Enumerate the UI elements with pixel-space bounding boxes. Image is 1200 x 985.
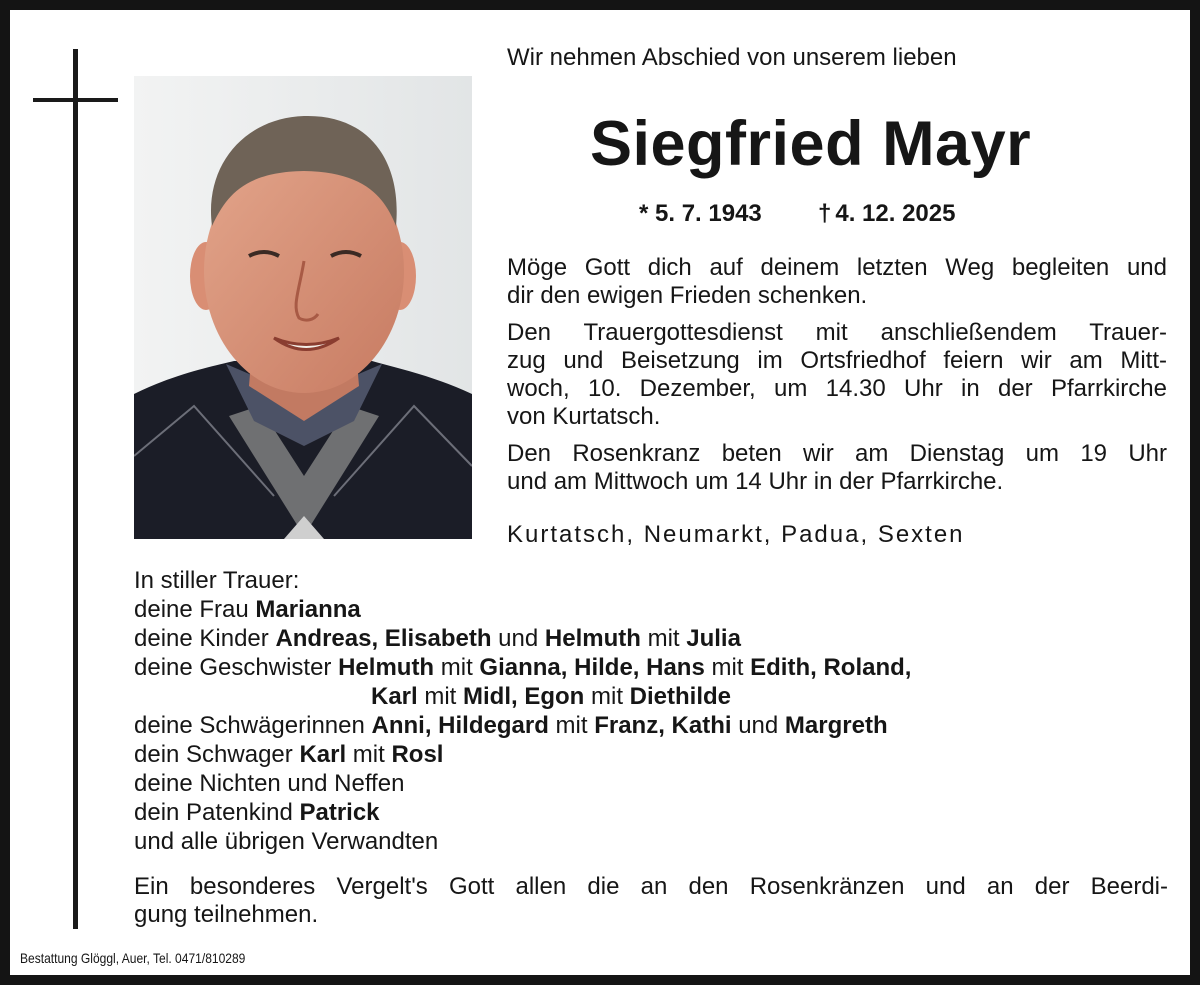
dagger-icon: † <box>818 200 832 227</box>
places-line: Kurtatsch, Neumarkt, Padua, Sexten <box>507 521 965 548</box>
rosary-paragraph: Den Rosenkranz beten wir am Dienstag um 19 Uhr und am Mittwoch um 14 Uhr in der Pfarrkirche. <box>507 440 1167 495</box>
birth-date: * 5. 7. 1943 <box>639 200 762 227</box>
thanks-paragraph: Ein besonderes Vergelt's Gott allen die an den Rosenkränzen und an der Beerdi- gung teilnehmen. <box>134 873 1168 928</box>
mourner-line: dein Schwager Karl mit Rosl <box>134 741 444 768</box>
death-date: 4. 12. 2025 <box>835 200 956 227</box>
portrait-photo <box>134 76 472 539</box>
funeral-service-paragraph: Den Trauergottesdienst mit anschließendem Trauer- zug und Beisetzung im Ortsfriedhof feiern wir am Mitt- woch, 10. Dezember, um 14.30 Uhr in der Pfarrkirche von Kurtatsch. <box>507 319 1167 430</box>
mourner-line: deine Schwägerinnen Anni, Hildegard mit Franz, Kathi und Margreth <box>134 712 888 739</box>
cross-vertical-bar <box>73 49 78 929</box>
mourner-line: deine Nichten und Neffen <box>134 770 405 797</box>
deceased-name: Siegfried Mayr <box>590 109 1032 179</box>
mourners-heading: In stiller Trauer: <box>134 567 300 594</box>
blessing-paragraph: Möge Gott dich auf deinem letzten Weg begleiten und dir den ewigen Frieden schenken. <box>507 254 1167 309</box>
mourner-line: Karl mit Midl, Egon mit Diethilde <box>371 683 731 710</box>
funeral-home-footer: Bestattung Glöggl, Auer, Tel. 0471/810289 <box>20 950 246 966</box>
mourner-line: deine Kinder Andreas, Elisabeth und Helmuth mit Julia <box>134 625 741 652</box>
mourners-list <box>134 566 911 856</box>
cross-horizontal-bar <box>33 98 118 102</box>
death-date-block <box>818 200 955 228</box>
mourner-line: deine Geschwister Helmuth mit Gianna, Hilde, Hans mit Edith, Roland, <box>134 654 912 681</box>
mourner-line: dein Patenkind Patrick <box>134 799 380 826</box>
intro-text: Wir nehmen Abschied von unserem lieben <box>507 44 957 71</box>
mourner-line: und alle übrigen Verwandten <box>134 828 439 855</box>
mourner-line: deine Frau Marianna <box>134 596 361 623</box>
